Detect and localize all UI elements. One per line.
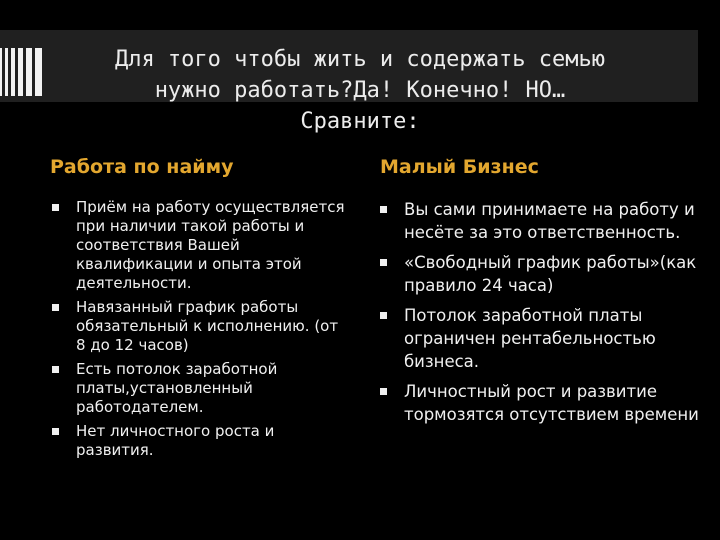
- square-bullet-icon: [52, 304, 59, 311]
- left-column-heading: Работа по найму: [50, 156, 234, 178]
- square-bullet-icon: [52, 366, 59, 373]
- list-item: [378, 251, 708, 297]
- list-item-text: Потолок заработной платы ограничен рентабельностью бизнеса.: [404, 306, 656, 371]
- square-bullet-icon: [380, 312, 387, 319]
- list-item-text: «Свободный график работы»(как правило 24 часа): [404, 253, 697, 295]
- right-column-heading: Малый Бизнес: [380, 156, 539, 178]
- list-item: [50, 198, 350, 293]
- list-item-text: Личностный рост и развитие тормозятся отсутствием времени: [404, 382, 699, 424]
- square-bullet-icon: [380, 206, 387, 213]
- list-item: [378, 198, 708, 244]
- square-bullet-icon: [380, 388, 387, 395]
- list-item: [50, 422, 350, 460]
- list-item-text: Навязанный график работы обязательный к исполнению. (от 8 до 12 часов): [76, 298, 339, 354]
- decorative-stripes: [0, 48, 44, 96]
- right-bullet-list: [378, 198, 708, 433]
- list-item-text: Нет личностного роста и развития.: [76, 422, 275, 459]
- list-item: [50, 360, 350, 417]
- square-bullet-icon: [380, 259, 387, 266]
- list-item-text: Есть потолок заработной платы,установленный работодателем.: [76, 360, 278, 416]
- left-bullet-list: [50, 198, 350, 465]
- square-bullet-icon: [52, 428, 59, 435]
- list-item: [378, 380, 708, 426]
- list-item: [378, 304, 708, 373]
- list-item-text: Вы сами принимаете на работу и несёте за это ответственность.: [404, 200, 695, 242]
- slide-title: Для того чтобы жить и содержать семью нужно работать?Да! Конечно! НО… Сравните:: [114, 47, 606, 134]
- square-bullet-icon: [52, 204, 59, 211]
- list-item-text: Приём на работу осуществляется при наличии такой работы и соответствия Вашей квалификации и опыта этой деятельности.: [76, 198, 345, 292]
- list-item: [50, 298, 350, 355]
